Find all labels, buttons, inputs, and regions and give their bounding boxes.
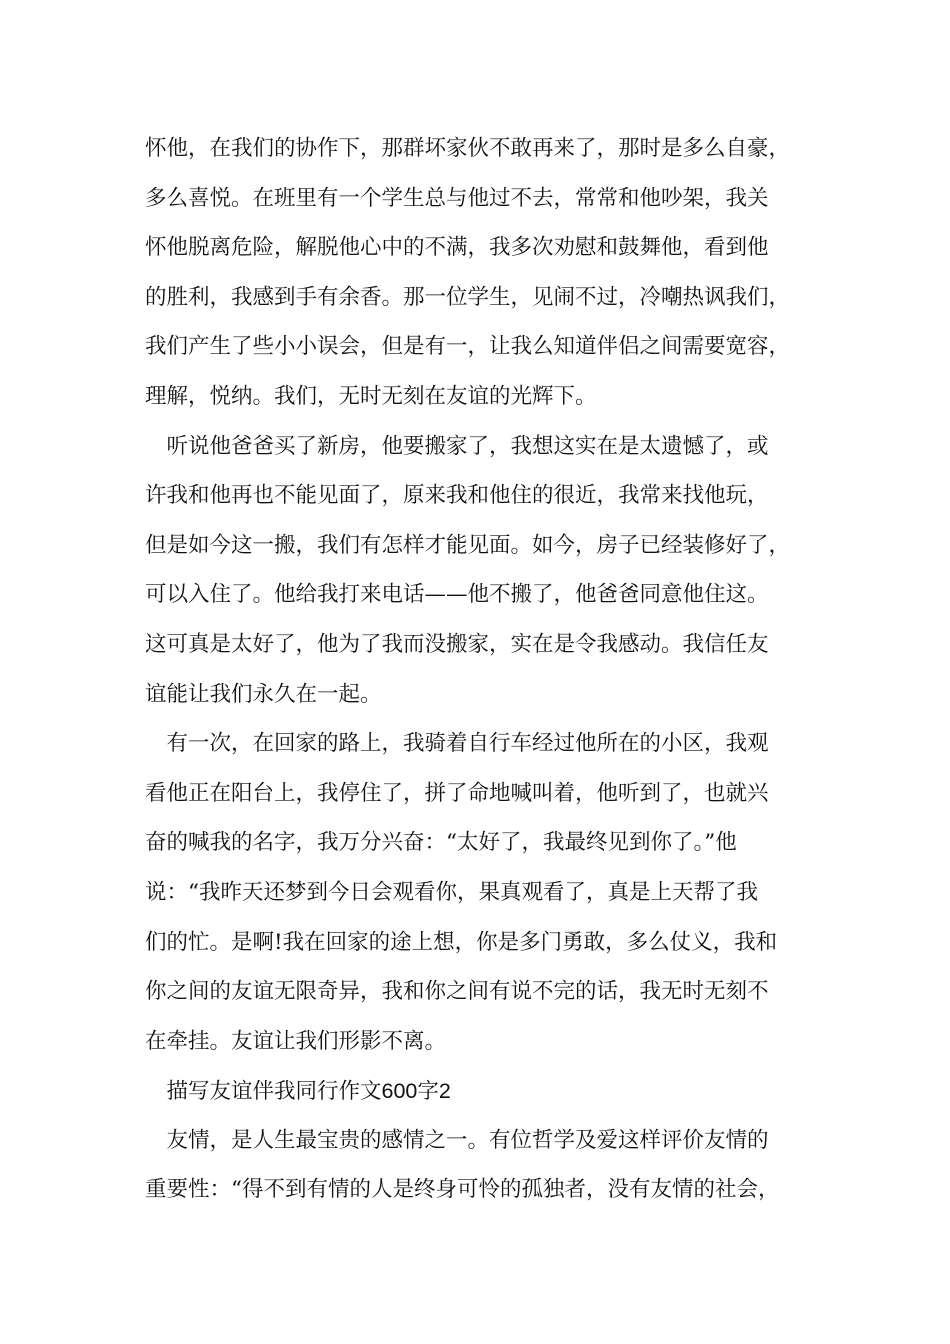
text-line: 在牵挂。友谊让我们形影不离。 xyxy=(145,1028,447,1054)
text-line: 谊能让我们永久在一起。 xyxy=(145,681,382,707)
text-line: 们的忙。是啊!我在回家的途上想，你是多门勇敢，多么仗义，我和 xyxy=(145,929,778,955)
document-body xyxy=(145,128,825,1219)
text-line: 但是如今这一搬，我们有怎样才能见面。如今，房子已经装修好了， xyxy=(145,532,791,558)
text-line: 奋的喊我的名字，我万分兴奋：“太好了，我最终见到你了。”他 xyxy=(145,830,737,856)
text-line: 理解，悦纳。我们，无时无刻在友谊的光辉下。 xyxy=(145,383,597,409)
text-line: 友情，是人生最宝贵的感情之一。有位哲学及爱这样评价友情的 xyxy=(145,1127,769,1153)
text-line: 我们产生了些小小误会，但是有一，让我么知道伴侣之间需要宽容， xyxy=(145,334,791,360)
section-heading: 描写友谊伴我同行作文600字2 xyxy=(145,1079,451,1104)
text-line: 你之间的友谊无限奇异，我和你之间有说不完的话，我无时无刻不 xyxy=(145,979,769,1005)
text-line: 听说他爸爸买了新房，他要搬家了，我想这实在是太遗憾了，或 xyxy=(145,433,769,459)
text-line: 有一次，在回家的路上，我骑着自行车经过他所在的小区，我观 xyxy=(145,731,769,757)
text-line: 可以入住了。他给我打来电话——他不搬了，他爸爸同意他住这。 xyxy=(145,582,769,608)
text-line: 许我和他再也不能见面了，原来我和他住的很近，我常来找他玩， xyxy=(145,483,769,509)
text-line: 怀他脱离危险，解脱他心中的不满，我多次劝慰和鼓舞他，看到他 xyxy=(145,235,769,261)
text-line: 多么喜悦。在班里有一个学生总与他过不去，常常和他吵架，我关 xyxy=(145,185,769,211)
text-line: 说：“我昨天还梦到今日会观看你，果真观看了，真是上天帮了我 xyxy=(145,879,758,905)
text-line: 怀他，在我们的协作下，那群坏家伙不敢再来了，那时是多么自豪， xyxy=(145,136,791,161)
text-line: 看他正在阳台上，我停住了，拼了命地喊叫着，他听到了，也就兴 xyxy=(145,780,769,806)
text-line: 的胜利，我感到手有余香。那一位学生，见闹不过，冷嘲热讽我们， xyxy=(145,284,791,310)
text-line: 这可真是太好了，他为了我而没搬家，实在是令我感动。我信任友 xyxy=(145,631,769,657)
text-line: 重要性：“得不到有情的人是终身可怜的孤独者，没有友情的社会， xyxy=(145,1177,780,1203)
